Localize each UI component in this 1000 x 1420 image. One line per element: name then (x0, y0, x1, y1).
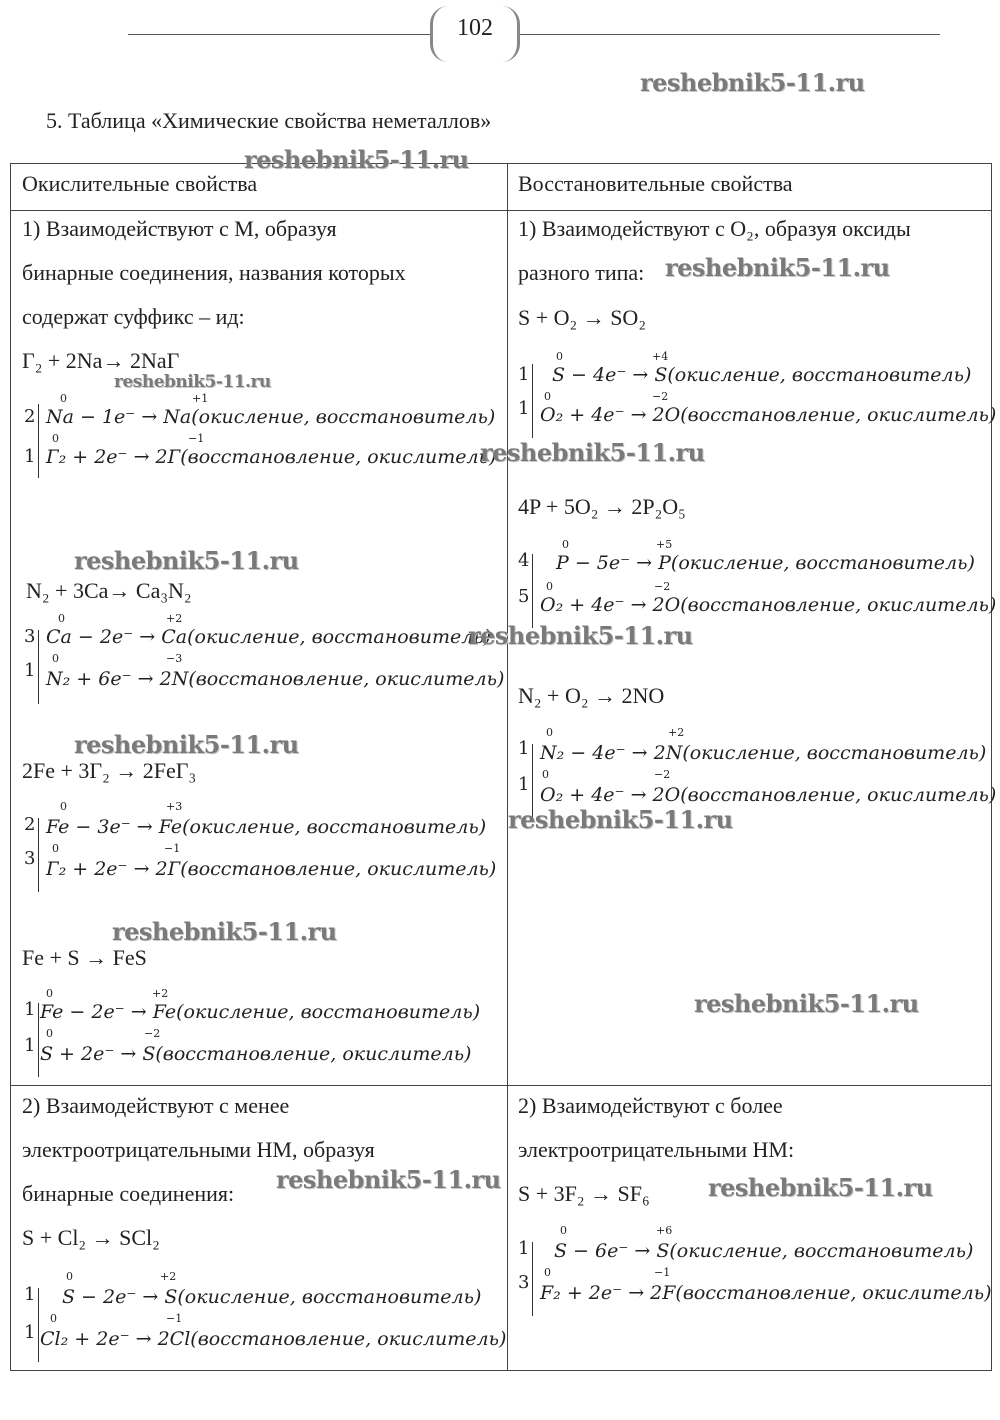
reaction-equation: S + Cl₂ → SCl₂ (22, 1225, 160, 1250)
watermark: reshebnik5-11.ru (74, 546, 299, 575)
oxidation-state: +1 (192, 392, 209, 405)
row1-left-intro-line: бинарные соединения, названия которых (22, 260, 406, 285)
oxidation-state: −1 (166, 1312, 183, 1325)
balance-line: Cl₂ + 2e⁻ → 2Cl(восстановление, окислитель) (40, 1328, 507, 1350)
oxidation-state: 0 (52, 652, 59, 665)
row2-left-intro-line: бинарные соединения: (22, 1181, 235, 1206)
oxidation-state: 0 (46, 1027, 53, 1040)
oxidation-state: +3 (166, 800, 183, 813)
oxidation-state: +2 (166, 612, 183, 625)
watermark: reshebnik5-11.ru (74, 730, 299, 759)
reaction-equation: S + O₂ → SO₂ (518, 305, 646, 330)
oxidation-state: +2 (152, 987, 169, 1000)
oxidation-state: +5 (656, 538, 673, 551)
oxidation-state: 0 (544, 1266, 551, 1279)
row2-left-intro-line: 2) Взаимодействуют с менее (22, 1093, 290, 1118)
electron-balance (24, 392, 497, 482)
header-row-divider (10, 210, 991, 211)
column-divider (507, 163, 508, 1370)
row2-right-intro-line: 2) Взаимодействуют с более (518, 1093, 783, 1118)
balance-coefficient: 1 (24, 1322, 36, 1343)
watermark: reshebnik5-11.ru (468, 621, 693, 650)
balance-line: N₂ − 4e⁻ → 2N(окисление, восстановитель) (540, 742, 987, 764)
balance-line: N₂ + 6e⁻ → 2N(восстановление, окислитель) (46, 668, 505, 690)
balance-coefficient: 2 (24, 406, 36, 427)
watermark: reshebnik5-11.ru (276, 1165, 501, 1194)
oxidation-state: 0 (58, 612, 65, 625)
reaction-equation: 4P + 5O₂ → 2P₂O₅ (518, 494, 686, 519)
oxidation-state: 0 (556, 350, 563, 363)
balance-coefficient: 1 (518, 738, 530, 759)
reaction-equation: Г₂ + 2Na→ 2NaГ (22, 348, 180, 373)
watermark: reshebnik5-11.ru (112, 917, 337, 946)
balance-line: Г₂ + 2e⁻ → 2Г(восстановление, окислитель) (46, 858, 497, 880)
reaction-equation: N₂ + 3Ca→ Ca₃N₂ (26, 578, 192, 603)
balance-line: P − 5e⁻ → P(окисление, восстановитель) (556, 552, 975, 574)
oxidation-state: −2 (652, 390, 669, 403)
electron-balance (24, 1270, 507, 1366)
watermark: reshebnik5-11.ru (508, 805, 733, 834)
balance-line: Na − 1e⁻ → Na(окисление, восстановитель) (46, 406, 496, 428)
header-oxidizing: Окислительные свойства (22, 171, 258, 196)
balance-coefficient: 1 (24, 446, 36, 467)
balance-coefficient: 3 (518, 1272, 530, 1293)
oxidation-state: 0 (50, 1312, 57, 1325)
oxidation-state: 0 (46, 987, 53, 1000)
oxidation-state: +2 (668, 726, 685, 739)
electron-balance (518, 350, 997, 442)
oxidation-state: 0 (60, 392, 67, 405)
row2-right-intro-line: электроотрицательными НМ: (518, 1137, 795, 1162)
oxidation-state: 0 (546, 580, 553, 593)
balance-coefficient: 1 (518, 1238, 530, 1259)
header-rule-left (128, 34, 430, 35)
reaction-equation: Fe + S → FeS (22, 945, 147, 970)
balance-coefficient: 3 (24, 626, 36, 647)
watermark: reshebnik5-11.ru (665, 253, 890, 282)
oxidation-state: +2 (160, 1270, 177, 1283)
electron-balance (24, 612, 505, 708)
oxidation-state: −2 (654, 580, 671, 593)
oxidation-state: −1 (188, 432, 205, 445)
row-divider (10, 1085, 991, 1086)
oxidation-state: −3 (166, 652, 183, 665)
balance-coefficient: 1 (24, 660, 36, 681)
oxidation-state: 0 (52, 432, 59, 445)
balance-line: S + 2e⁻ → S(восстановление, окислитель) (40, 1043, 472, 1065)
reaction-equation: N₂ + O₂ → 2NO (518, 683, 665, 708)
watermark: reshebnik5-11.ru (694, 989, 919, 1018)
oxidation-state: −1 (164, 842, 181, 855)
balance-coefficient: 1 (518, 398, 530, 419)
balance-coefficient: 1 (24, 1035, 36, 1056)
balance-coefficient: 5 (518, 586, 530, 607)
oxidation-state: 0 (542, 768, 549, 781)
electron-balance (24, 800, 497, 896)
oxidation-state: 0 (66, 1270, 73, 1283)
oxidation-state: 0 (546, 726, 553, 739)
watermark: reshebnik5-11.ru (244, 145, 469, 174)
balance-line: S − 4e⁻ → S(окисление, восстановитель) (552, 364, 972, 386)
balance-coefficient: 4 (518, 550, 530, 571)
balance-coefficient: 1 (518, 774, 530, 795)
electron-balance (24, 987, 494, 1081)
row1-right-intro-line: 1) Взаимодействуют с O₂, образуя оксиды (518, 216, 911, 241)
reaction-equation: 2Fe + 3Г₂ → 2FeГ₃ (22, 758, 197, 783)
row1-left-intro-line: содержат суффикс – ид: (22, 304, 245, 329)
row1-left-intro-line: 1) Взаимодействуют с М, образуя (22, 216, 337, 241)
oxidation-state: 0 (52, 842, 59, 855)
balance-coefficient: 1 (24, 999, 36, 1020)
oxidation-state: +4 (652, 350, 669, 363)
watermark: reshebnik5-11.ru (640, 68, 865, 97)
balance-line: Г₂ + 2e⁻ → 2Г(восстановление, окислитель) (46, 446, 497, 468)
page-number: 102 (430, 6, 520, 62)
balance-line: O₂ + 4e⁻ → 2O(восстановление, окислитель) (540, 784, 997, 806)
oxidation-state: −2 (144, 1027, 161, 1040)
reaction-equation: S + 3F₂ → SF₆ (518, 1181, 650, 1206)
oxidation-state: −1 (654, 1266, 671, 1279)
header-reducing: Восстановительные свойства (518, 171, 793, 196)
balance-line: O₂ + 4e⁻ → 2O(восстановление, окислитель) (540, 404, 997, 426)
electron-balance (518, 538, 997, 632)
row2-left-intro-line: электроотрицательными НМ, образуя (22, 1137, 375, 1162)
oxidation-state: +6 (656, 1224, 673, 1237)
table-caption: 5. Таблица «Химические свойства неметаллов» (46, 108, 492, 133)
balance-coefficient: 2 (24, 814, 36, 835)
balance-coefficient: 1 (24, 1284, 36, 1305)
electron-balance (518, 1224, 992, 1320)
watermark: reshebnik5-11.ru (114, 372, 271, 392)
watermark: reshebnik5-11.ru (480, 438, 705, 467)
oxidation-state: 0 (562, 538, 569, 551)
header-rule-right (520, 34, 940, 35)
balance-coefficient: 3 (24, 848, 36, 869)
balance-line: Ca − 2e⁻ → Ca(окисление, восстановитель) (46, 626, 492, 648)
balance-line: O₂ + 4e⁻ → 2O(восстановление, окислитель) (540, 594, 997, 616)
balance-line: Fe − 2e⁻ → Fe(окисление, восстановитель) (40, 1001, 481, 1023)
balance-line: S − 2e⁻ → S(окисление, восстановитель) (62, 1286, 482, 1308)
row1-right-intro-line: разного типа: (518, 260, 645, 285)
oxidation-state: −2 (654, 768, 671, 781)
oxidation-state: 0 (544, 390, 551, 403)
balance-line: F₂ + 2e⁻ → 2F(восстановление, окислитель) (540, 1282, 992, 1304)
balance-coefficient: 1 (518, 364, 530, 385)
oxidation-state: 0 (60, 800, 67, 813)
balance-line: Fe − 3e⁻ → Fe(окисление, восстановитель) (46, 816, 487, 838)
balance-line: S − 6e⁻ → S(окисление, восстановитель) (554, 1240, 974, 1262)
oxidation-state: 0 (560, 1224, 567, 1237)
watermark: reshebnik5-11.ru (708, 1173, 933, 1202)
